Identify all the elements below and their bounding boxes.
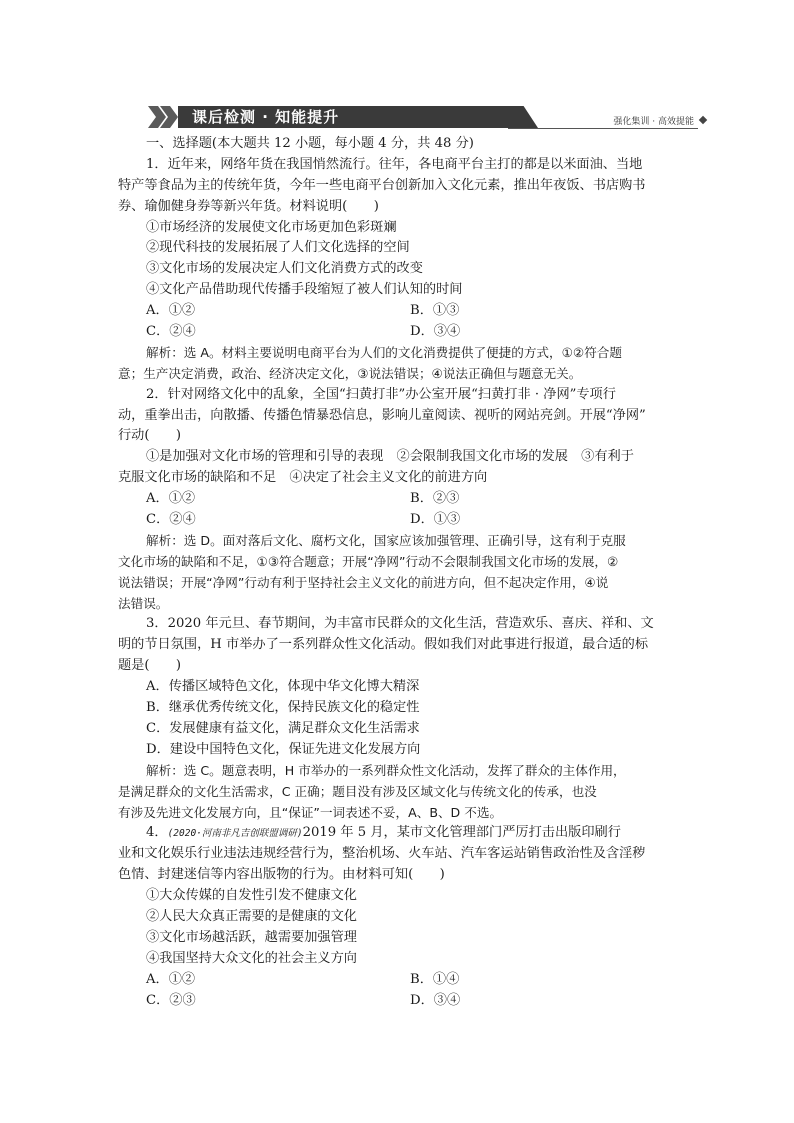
q1-options-row: [118, 322, 678, 343]
q3-choice: C．发展健康有益文化，满足群众文化生活需求: [146, 720, 420, 736]
q2-options-row: [118, 489, 678, 510]
q4-statement: ②人民大众真正需要的是健康的文化: [146, 908, 357, 924]
diamond-icon: [699, 116, 707, 124]
q1-option-d: D．③④: [410, 324, 461, 340]
q4-option-c: C．②③: [146, 992, 196, 1008]
q3-line: 3．2020 年元旦、春节期间，为丰富市民群众的文化生活，营造欢乐、喜庆、祥和、文: [146, 616, 654, 632]
q4-first-line: [118, 823, 678, 844]
q3-choice: B．继承优秀传统文化，保持民族文化的稳定性: [146, 700, 420, 716]
q2-line: 2．针对网络文化中的乱象，全国“扫黄打非”办公室开展“扫黄打非 · 净网”专项行: [146, 386, 616, 402]
section-banner: [148, 104, 708, 130]
q1-explanation: 意；生产决定消费，政治、经济决定文化，③说法错误；④说法正确但与题意无关。: [118, 365, 582, 381]
q1-option-c: C．②④: [146, 324, 196, 340]
banner-subtitle: 强化集训 · 高效提能: [613, 117, 694, 127]
q2-options-row: [118, 510, 678, 531]
q2-explanation: 说法错误；开展“净网”行动有利于坚持社会主义文化的前进方向，但不起决定作用，④说: [118, 574, 609, 590]
q4-option-b: B．①④: [410, 971, 460, 987]
q3-explanation: 解析：选 C。题意表明，H 市举办的一系列群众性文化活动，发挥了群众的主体作用，: [146, 762, 626, 778]
q3-line: 题是( ): [118, 658, 182, 674]
q1-options-row: [118, 301, 678, 322]
banner-rule: [508, 128, 698, 129]
q2-option-b: B．②③: [410, 491, 460, 507]
q2-option-d: D．①③: [410, 512, 461, 528]
q2-option-a: A．①②: [146, 491, 196, 507]
q2-option-c: C．②④: [146, 512, 196, 528]
q2-line: 动，重拳出击，向散播、传播色情暴恐信息，影响儿童阅读、视听的网站亮剑。开展“净网”: [118, 407, 646, 423]
q1-line: 特产等食品为主的传统年货，今年一些电商平台创新加入文化元素，推出年夜饭、书店购书: [118, 177, 646, 193]
q1-statement: ①市场经济的发展使文化市场更加色彩斑斓: [146, 219, 397, 235]
q1-statement: ③文化市场的发展决定人们文化消费方式的改变: [146, 261, 423, 277]
q2-statement: 克服文化市场的缺陷和不足 ④决定了社会主义文化的前进方向: [118, 470, 488, 486]
q1-statement: ④文化产品借助现代传播手段缩短了被人们认知的时间: [146, 282, 463, 298]
q4-source: (2020·河南非凡吉创联盟调研): [167, 828, 303, 840]
q4-option-a: A．①②: [146, 971, 196, 987]
q4-line: 业和文化娱乐行业违法违规经营行为，整治机场、火车站、汽车客运站销售政治性及含淫秽: [118, 846, 646, 862]
questions-content: [118, 134, 678, 1011]
q4-options-row: [118, 991, 678, 1012]
q3-explanation: 有涉及先进文化发展方向，且“保证”一词表述不妥，A、B、D 不选。: [118, 804, 503, 820]
q1-line: 1．近年来，网络年货在我国悄然流行。往年，各电商平台主打的都是以米面油、当地: [146, 156, 643, 172]
q2-explanation: 解析：选 D。面对落后文化、腐朽文化，国家应该加强管理、正确引导，这有利于克服: [146, 532, 626, 548]
q4-statement: ④我国坚持大众文化的社会主义方向: [146, 950, 357, 966]
q1-explanation: 解析：选 A。材料主要说明电商平台为人们的文化消费提供了便捷的方式，①②符合题: [146, 344, 622, 360]
q2-statement: ①是加强对文化市场的管理和引导的表现 ②会限制我国文化市场的发展 ③有利于: [146, 449, 634, 465]
q3-line: 明的节日氛围，H 市举办了一系列群众性文化活动。假如我们对此事进行报道，最合适的标: [118, 637, 649, 653]
q2-explanation: 文化市场的缺陷和不足，①③符合题意；开展“净网”行动不会限制我国文化市场的发展，②: [118, 553, 619, 569]
q2-line: 行动( ): [118, 428, 182, 444]
q3-choice: D．建设中国特色文化，保证先进文化发展方向: [146, 741, 421, 757]
q1-option-a: A．①②: [146, 303, 196, 319]
section-heading: 一、选择题(本大题共 12 小题，每小题 4 分，共 48 分): [146, 136, 474, 151]
banner-title: 课后检测 · 知能提升: [192, 108, 340, 126]
q1-statement: ②现代科技的发展拓展了人们文化选择的空间: [146, 240, 410, 256]
q4-option-d: D．③④: [410, 992, 461, 1008]
q4-line: 色情、封建迷信等内容出版物的行为。由材料可知( ): [118, 867, 445, 883]
q4-statement: ①大众传媒的自发性引发不健康文化: [146, 888, 357, 904]
q3-explanation: 是满足群众的文化生活需求，C 正确；题目没有涉及区域文化与传统文化的传承，也没: [118, 783, 597, 799]
q1-option-b: B．①③: [410, 303, 460, 319]
q2-explanation: 法错误。: [118, 595, 169, 611]
q4-options-row: [118, 970, 678, 991]
q4-number: 4．: [146, 825, 168, 841]
q4-statement: ③文化市场越活跃，越需要加强管理: [146, 929, 357, 945]
q1-line: 券、瑜伽健身券等新兴年货。材料说明( ): [118, 198, 379, 214]
q4-line-text: 2019 年 5 月，某市文化管理部门严厉打击出版印刷行: [302, 825, 621, 841]
q3-choice: A．传播区域特色文化，体现中华文化博大精深: [146, 679, 420, 695]
